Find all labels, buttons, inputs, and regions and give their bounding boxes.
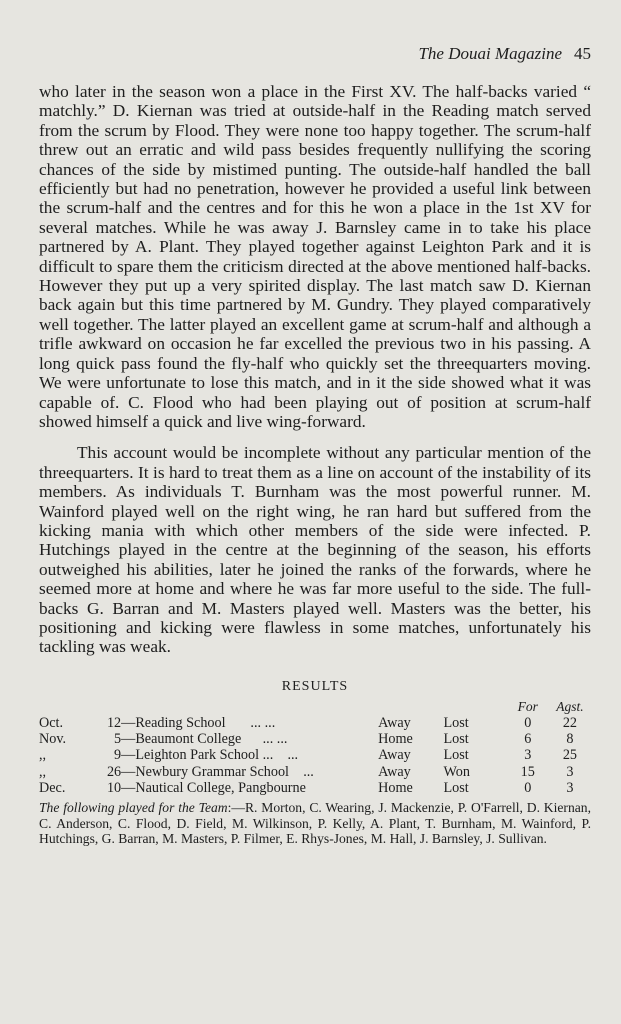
- match-opponent: —Newbury Grammar School: [121, 763, 289, 780]
- score-against: 8: [566, 731, 574, 748]
- match-day: 5: [114, 731, 122, 748]
- score-for: 3: [524, 747, 532, 764]
- match-day: 9: [114, 747, 122, 764]
- match-day: 26: [106, 763, 122, 780]
- score-for: 15: [520, 763, 535, 780]
- match-month: ,,: [39, 763, 47, 780]
- col-for: For: [517, 698, 538, 714]
- table-row: [39, 780, 591, 796]
- match-venue: Away: [378, 747, 411, 764]
- score-against: 22: [562, 714, 577, 731]
- page-number: 45: [574, 44, 591, 63]
- match-month: Nov.: [39, 731, 67, 748]
- results-table: [39, 699, 591, 796]
- col-agst: Agst.: [556, 698, 584, 714]
- score-against: 3: [566, 779, 574, 796]
- match-result: Lost: [443, 747, 469, 764]
- score-for: 6: [524, 731, 532, 748]
- leader-dots: ...: [303, 763, 314, 780]
- match-month: Dec.: [39, 779, 66, 796]
- match-result: Won: [443, 763, 470, 780]
- team-list: [39, 800, 591, 847]
- match-month: Oct.: [39, 714, 64, 731]
- results-header-row: [39, 699, 591, 715]
- match-opponent: —Nautical College, Pangbourne: [121, 779, 306, 796]
- match-venue: Home: [378, 731, 413, 748]
- match-opponent: —Reading School: [121, 714, 226, 731]
- match-result: Lost: [443, 731, 469, 748]
- team-list-lead: The following played for the Team: [39, 800, 228, 815]
- paragraph-threequarters: This account would be incomplete without any particular mention of the threequarters. It is hard to treat them as a line on account of the instability of its members. As individuals T. Burnham was the most powerful runner. M. Wainford played well on the right wing, he ran hard but suffered from the kicking mania with which other members of the side were infected. P. Hutchings played in the centre at the beginning of the season, his efforts outweighed his abilities, later he joined the ranks of the forwards, where he seemed more at home and where he was far more useful to the side. The full-backs G. Barran and M. Masters played well. Masters was the better, his positioning and kicking were flawless in some matches, unfortunately his tackling was weak.: [39, 443, 591, 657]
- match-opponent: —Beaumont College: [121, 731, 242, 748]
- table-row: [39, 731, 591, 747]
- match-month: ,,: [39, 747, 47, 764]
- table-row: [39, 715, 591, 731]
- table-row: [39, 764, 591, 780]
- score-against: 25: [562, 747, 577, 764]
- table-row: [39, 747, 591, 763]
- match-result: Lost: [443, 779, 469, 796]
- match-day: 10: [106, 779, 122, 796]
- match-venue: Away: [378, 714, 411, 731]
- match-opponent: —Leighton Park School ...: [121, 747, 274, 764]
- leader-dots: ... ...: [250, 714, 276, 731]
- results-heading: RESULTS: [281, 678, 349, 694]
- match-result: Lost: [443, 714, 469, 731]
- match-venue: Away: [378, 763, 411, 780]
- paragraph-half-backs: who later in the season won a place in the First XV. The half-backs varied “ matchly.” D. Kiernan was tried at outside-half in the Reading match served from the scrum by Flood. They were none too happy together. The scrum-half threw out an erratic and wild pass besides frequently nullifying the scoring chances of the side by mistimed punting. The outside-half handled the ball efficiently but had no penetration, however he provided a useful link between the scrum-half and the centres and for this he won a place in the 1st XV for several matches. While he was away J. Barnsley came in to take his place partnered by A. Plant. They played together against Leighton Park and it is difficult to spare them the criticism directed at the above mentioned half-backs. However they put up a very spirited display. The last match saw D. Kiernan back again but this time partnered by M. Gundry. They played comparatively well together. The latter played an excellent game at scrum-half and although a trifle awkward on occasion he far excelled the previous two in his passing. A long quick pass found the fly-half who quickly set the threequarters moving. We were unfortunate to lose this match, and in it the side showed what it was capable of. C. Flood who had been playing out of position at scrum-half showed himself a quick and live wing-forward.: [39, 82, 591, 431]
- score-for: 0: [524, 714, 532, 731]
- leader-dots: ... ...: [262, 731, 288, 748]
- page-header: [39, 44, 591, 64]
- match-venue: Home: [378, 779, 413, 796]
- magazine-title: The Douai Magazine: [418, 44, 562, 63]
- leader-dots: ...: [287, 747, 299, 764]
- score-against: 3: [566, 763, 574, 780]
- score-for: 0: [524, 779, 532, 796]
- match-day: 12: [106, 714, 122, 731]
- team-list-names: :—R. Morton, C. Wearing, J. Mackenzie, P. O'Farrell, D. Kiernan, C. Anderson, C. Flood, D. Field, M. Wilkinson, P. Kelly, A. Plant, T. Burnham, M. Wainford, P. Hutchings, G. Barran, M. Masters, P. Filmer, E. Rhys-Jones, M. Hall, J. Barnsley, J. Sullivan.: [39, 800, 591, 847]
